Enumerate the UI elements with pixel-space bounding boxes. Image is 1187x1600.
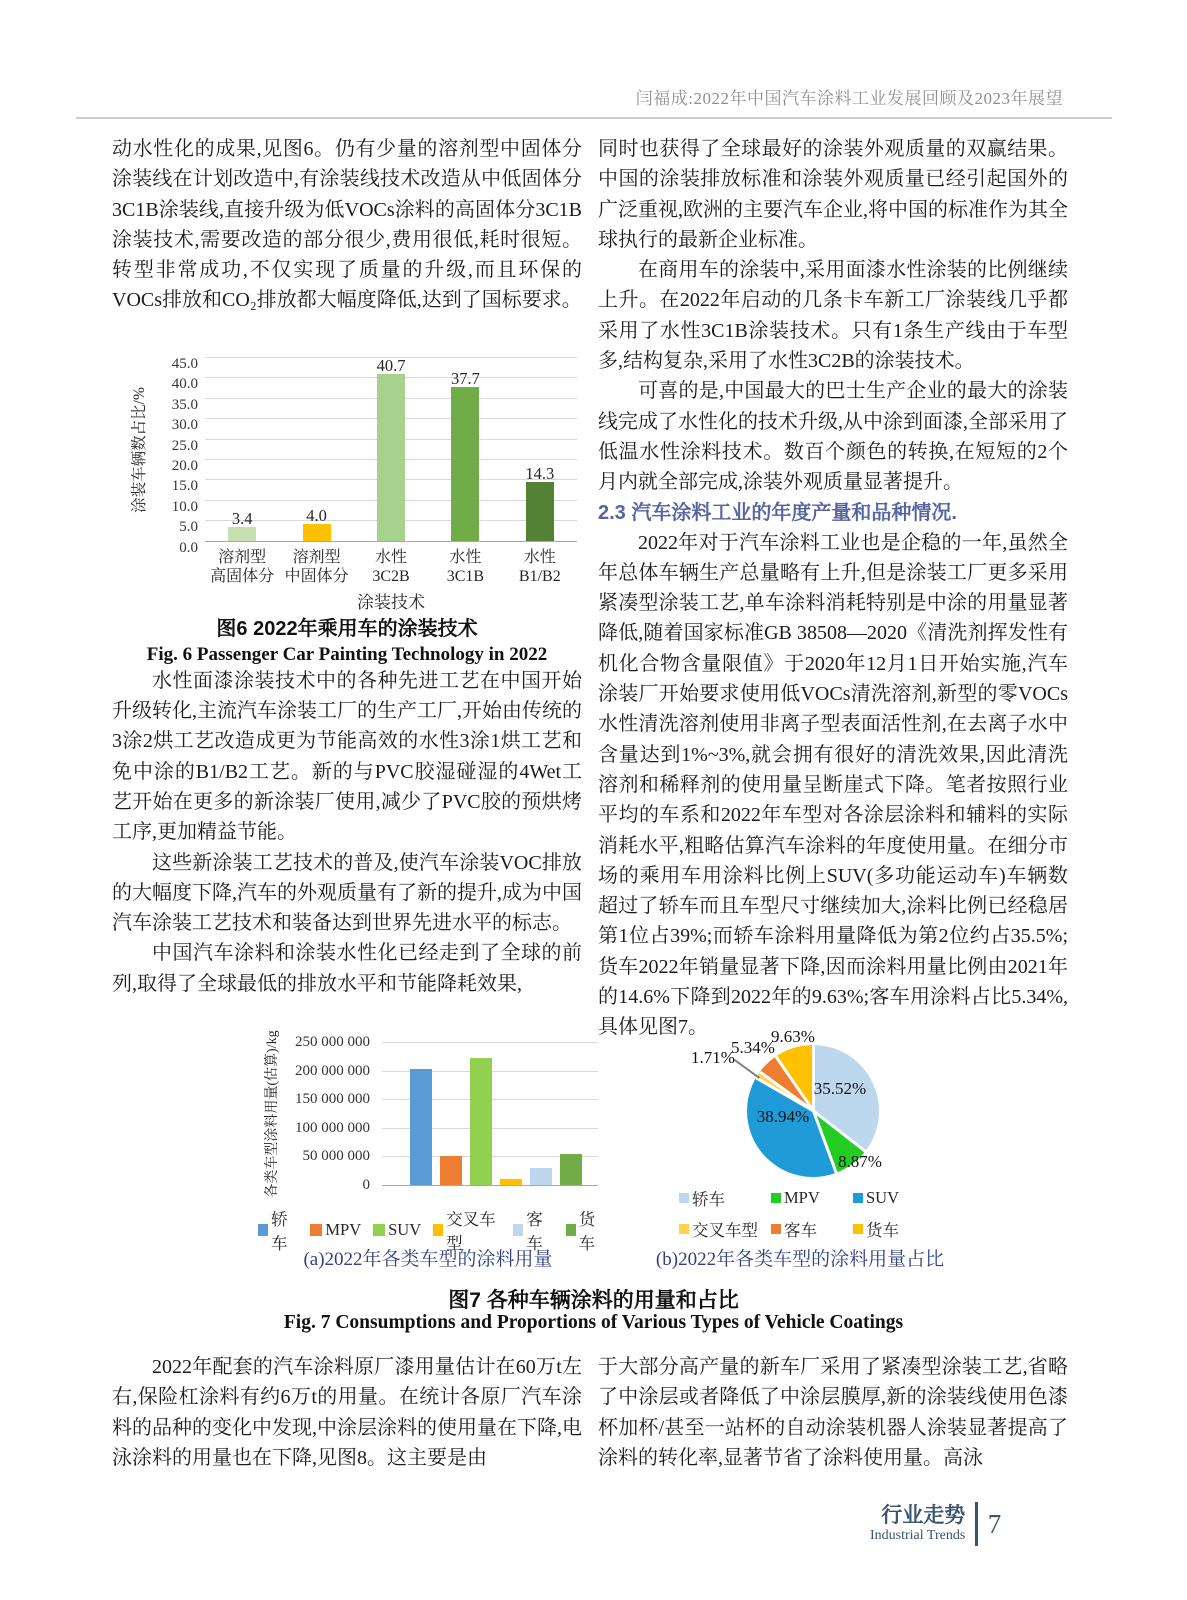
fig6-xtick: 水性 B1/B2 <box>518 548 561 585</box>
fig6-xtick: 水性 3C2B <box>372 548 410 585</box>
fig7b-slice-label: 8.87% <box>838 1152 882 1171</box>
fig6-ytick: 15.0 <box>171 478 198 495</box>
fig6-ytick: 5.0 <box>179 519 198 536</box>
fig7a-x-axis <box>382 1185 598 1186</box>
fig6-value-label: 4.0 <box>306 506 327 526</box>
bottom-right-column <box>598 1352 1068 1473</box>
fig7b-legend-swatch <box>853 1193 863 1203</box>
fig7a-legend-swatch <box>513 1224 523 1236</box>
fig7b-legend-swatch <box>679 1224 689 1234</box>
fig7b-legend-item <box>679 1217 771 1241</box>
fig7b-legend-swatch <box>853 1224 863 1234</box>
paragraph: 在商用车的涂装中,采用面漆水性涂装的比例继续上升。在2022年启动的几条卡车新工厂涂装线几乎都采用了水性3C1B涂装技术。只有1条生产线由于车型多,结构复杂,采用了水性3C2B的涂装技术。 <box>598 259 1068 373</box>
paragraph: 可喜的是,中国最大的巴士生产企业的最大的涂装线完成了水性化的技术升级,从中涂到面漆,全部采用了低温水性涂料技术。数百个颜色的转换,在短短的2个月内就全部完成,涂装外观质量显著提升。 <box>598 380 1068 494</box>
figure6-bar-chart <box>112 320 582 664</box>
bottom-left-column <box>112 1352 582 1473</box>
fig6-x-axis <box>205 541 577 542</box>
right-column <box>598 134 1068 1043</box>
fig6-caption-en: Fig. 6 Passenger Car Painting Technology in 2022 <box>146 643 548 665</box>
section-heading-2-3: 2.3 汽车涂料工业的年度产量和品种情况. <box>598 501 957 524</box>
fig7b-slice-label: 5.34% <box>731 1038 775 1057</box>
fig6-xtick: 水性 3C1B <box>446 548 485 585</box>
fig6-plot-area <box>205 358 577 542</box>
fig6-bar-2 <box>377 374 405 540</box>
paragraph: 这些新涂装工艺技术的普及,使汽车涂装VOC排放的大幅度下降,汽车的外观质量有了新的提升,成为中国汽车涂装工艺技术和装备达到世界先进水平的标志。 <box>112 851 582 935</box>
fig7b-caption: (b)2022年各类车型的涂料用量占比 <box>655 1249 945 1270</box>
fig7a-legend-label: 轿车 <box>270 1210 288 1253</box>
fig7-caption-en: Fig. 7 Consumptions and Proportions of Various Types of Vehicle Coatings <box>283 1312 904 1333</box>
fig7a-legend-label: MPV <box>325 1220 362 1239</box>
fig6-caption-zh: 图6 2022年乘用车的涂装技术 <box>216 617 478 640</box>
footer-section-en: Industrial Trends <box>870 1528 966 1543</box>
fig7a-legend-item <box>310 1220 361 1240</box>
paragraph: 2022年配套的汽车涂料原厂漆用量估计在60万t左右,保险杠涂料有约6万t的用量。在统计各原厂汽车涂料的品种的变化中发现,中涂层涂料的使用量在下降,电泳涂料的用量也在下降,见图8。这主要是由 <box>112 1356 582 1469</box>
footer-section-zh: 行业走势 <box>881 1504 966 1527</box>
page-number: 7 <box>987 1508 1002 1539</box>
fig6-value-label: 14.3 <box>525 464 555 484</box>
paragraph: 动水性化的成果,见图6。仍有少量的溶剂型中固体分涂装线在计划改造中,有涂装线技术改造从中低固体分3C1B涂装线,直接升级为低VOCs涂料的高固体分3C1B涂装技术,需要改造的部分很少,费用很低,耗时很短。转型非常成功,不仅实现了质量的升级,而且环保的VOCs排放和CO₂排放都大幅度降低,达到了国标要求。 <box>112 138 582 312</box>
fig7b-legend <box>679 1186 937 1241</box>
fig7b-slice-gap <box>812 1045 815 1111</box>
fig7a-legend-label: 货车 <box>578 1210 596 1253</box>
fig7b-legend-item <box>853 1217 937 1241</box>
fig7a-ytick: 250 000 000 <box>295 1034 370 1050</box>
fig7b-legend-swatch <box>771 1193 781 1203</box>
fig7a-legend-label: 交叉车型 <box>446 1210 496 1253</box>
figure7 <box>112 1012 1075 1312</box>
fig7a-bar-5 <box>560 1154 582 1185</box>
fig7b-leader-line <box>734 1059 760 1078</box>
fig7a-bar-1 <box>440 1156 462 1185</box>
fig7a-legend-swatch <box>433 1224 443 1236</box>
fig7a-ytick: 150 000 000 <box>295 1091 370 1108</box>
fig7a-ytick: 0 <box>362 1177 370 1193</box>
fig6-ytick: 0.0 <box>179 539 198 556</box>
fig7a-legend-swatch <box>566 1224 576 1236</box>
fig7a-y-axis-label: 各类车型涂料用量(估算)/kg <box>265 1030 280 1198</box>
fig7b-legend-item <box>771 1186 853 1210</box>
fig6-x-axis-label: 涂装技术 <box>357 592 425 612</box>
fig6-value-label: 40.7 <box>376 356 406 376</box>
fig7b-legend-label: SUV <box>866 1188 900 1207</box>
paragraph: 2022年对于汽车涂料工业也是企稳的一年,虽然全年总体车辆生产总量略有上升,但是涂装工厂更多采用紧凑型涂装工艺,单车涂料消耗特别是中涂的用量显著降低,随着国家标准GB 38508—2020《清洗剂挥发性有机化合物含量限值》于2020年12月1日开始实施,汽车涂装厂开始要求使用低VOCs清洗溶剂,新型的零VOCs水性清洗溶剂使用非离子型表面活性剂,在去离子水中含量达到1%~3%,就会拥有很好的清洗效果,因此清洗溶剂和稀释剂的使用量呈断崖式下降。笔者按照行业平均的车系和2022年车型对各涂层涂料和辅料的实际消耗水平,粗略估算汽车涂料的年度使用量。在细分市场的乘用车用涂料比例上SUV(多功能运动车)车辆数超过了轿车而且车型尺寸继续加大,涂料比例已经稳居第1位占39%;而轿车涂料用量降低为第2位约占35.5%;货车2022年销量显著下降,因而涂料用量比例由2021年的14.6%下降到2022年的9.63%;客车用涂料占比5.34%,具体见图7。 <box>598 531 1068 1039</box>
fig6-ytick: 35.0 <box>171 396 198 413</box>
fig6-ytick: 40.0 <box>171 376 198 393</box>
fig6-ytick: 20.0 <box>171 458 198 474</box>
fig7a-ytick: 50 000 000 <box>302 1148 370 1165</box>
footer-section <box>870 1504 965 1544</box>
fig6-value-label: 37.7 <box>450 368 480 388</box>
fig7b-legend-label: 货车 <box>866 1221 899 1240</box>
fig7b-legend-item <box>771 1217 853 1241</box>
fig6-ytick: 45.0 <box>171 355 198 372</box>
fig6-ytick: 30.0 <box>171 417 198 434</box>
fig6-ytick: 25.0 <box>171 437 198 454</box>
fig7a-bar-2 <box>470 1058 492 1185</box>
paragraph: 同时也获得了全球最好的涂装外观质量的双赢结果。中国的涂装排放标准和涂装外观质量已经引起国外的广泛重视,欧洲的主要汽车企业,将中国的标准作为其全球执行的最新企业标准。 <box>598 138 1068 251</box>
footer-divider <box>975 1502 978 1546</box>
fig7b-slice-label: 38.94% <box>756 1107 810 1126</box>
fig6-ytick: 10.0 <box>171 498 198 515</box>
fig6-bar-3 <box>451 387 479 541</box>
fig7a-legend-label: 客车 <box>526 1210 543 1253</box>
fig6-y-axis-label: 涂装车辆数占比/% <box>131 386 148 513</box>
fig7b-slice-label: 9.63% <box>771 1027 815 1046</box>
fig7a-plot-area <box>382 1043 598 1186</box>
fig7b-legend-label: 交叉车型 <box>692 1221 758 1240</box>
fig7b-legend-item <box>853 1186 937 1210</box>
fig7b-legend-label: 客车 <box>784 1221 817 1240</box>
fig6-bar-4 <box>526 482 554 540</box>
fig6-xtick: 溶剂型 高固体分 <box>210 548 275 585</box>
fig7b-legend-label: MPV <box>784 1188 820 1207</box>
fig7b-legend-swatch <box>771 1224 781 1234</box>
fig7b-slice-label: 1.71% <box>691 1048 735 1067</box>
fig7b-legend-item <box>679 1186 771 1210</box>
left-column <box>112 134 582 999</box>
fig7a-legend-item <box>258 1206 298 1254</box>
fig7a-bar-4 <box>530 1168 552 1185</box>
fig6-value-label: 3.4 <box>231 508 253 528</box>
fig7a-bar-0 <box>410 1069 432 1185</box>
fig7a-ytick: 200 000 000 <box>295 1062 370 1079</box>
fig7a-legend-label: SUV <box>388 1220 422 1239</box>
fig6-xtick: 溶剂型 中固体分 <box>284 548 349 585</box>
fig7a-gridline <box>382 1042 598 1043</box>
paragraph: 于大部分高产量的新车厂采用了紧凑型涂装工艺,省略了中涂层或者降低了中涂层膜厚,新的涂装线使用色漆杯加杯/甚至一站杯的自动涂装机器人涂装显著提高了涂料的转化率,显著节省了涂料使用量。高泳 <box>598 1356 1068 1469</box>
fig7a-legend-swatch <box>310 1224 322 1236</box>
fig7b-legend-label: 轿车 <box>692 1190 725 1209</box>
header-rule <box>76 117 1112 119</box>
fig7b-slice-label: 35.52% <box>813 1079 867 1098</box>
paragraph: 水性面漆涂装技术中的各种先进工艺在中国开始升级转化,主流汽车涂装工厂的生产工厂,开始由传统的3涂2烘工艺改造成更为节能高效的水性3涂1烘工艺和免中涂的B1/B2工艺。新的与PVC胶湿碰湿的4Wet工艺开始在更多的新涂装厂使用,减少了PVC胶的预烘烤工序,更加精益节能。 <box>112 669 582 844</box>
fig7a-bar-3 <box>500 1179 522 1185</box>
fig7a-caption: (a)2022年各类车型的涂料用量 <box>303 1249 553 1270</box>
fig7-caption-zh: 图7 各种车辆涂料的用量和占比 <box>448 1289 739 1312</box>
running-header: 闫福成:2022年中国汽车涂料工业发展回顾及2023年展望 <box>635 89 1063 108</box>
fig7b-legend-swatch <box>679 1193 689 1203</box>
fig7a-legend-swatch <box>373 1224 385 1236</box>
fig7a-legend-item <box>566 1206 606 1254</box>
fig7a-legend-swatch <box>258 1224 268 1236</box>
page-footer <box>870 1502 1001 1546</box>
fig7a-legend-item <box>373 1220 421 1240</box>
paragraph: 中国汽车涂料和涂装水性化已经走到了全球的前列,取得了全球最低的排放水平和节能降耗效果, <box>112 942 582 995</box>
fig7a-ytick: 100 000 000 <box>295 1119 370 1136</box>
